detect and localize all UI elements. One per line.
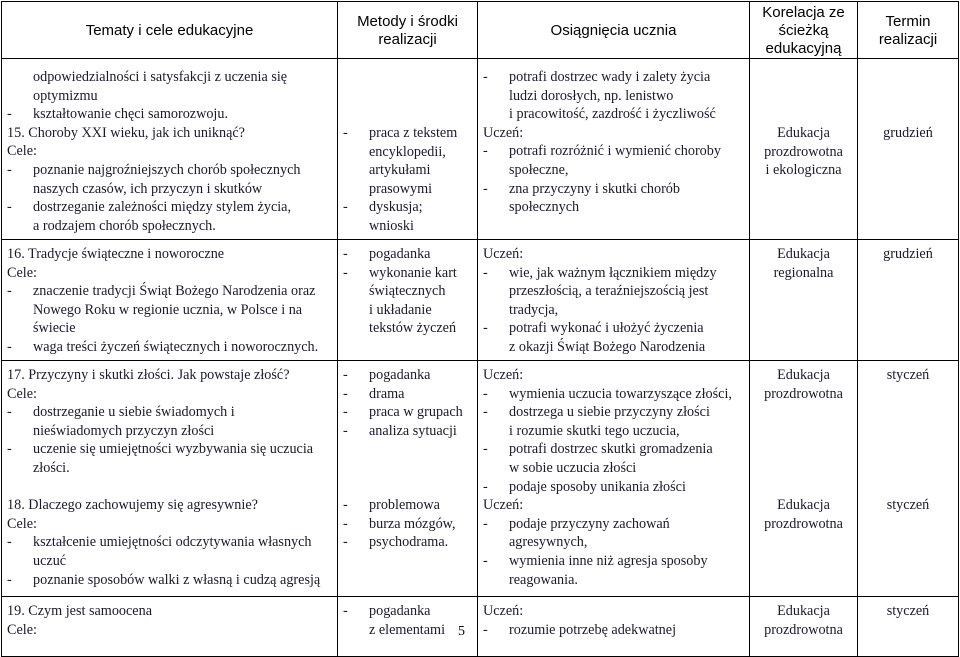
- methods-cell: - praca z tekstem encyklopedii, artykułami prasowymi - dyskusja; wnioski: [338, 59, 478, 240]
- methods-cell: - pogadanka z elementami: [338, 597, 478, 657]
- table-row: [2, 361, 959, 597]
- topic-cell: 19. Czym jest samoocena Cele:: [2, 597, 338, 657]
- term-cell: styczeń: [858, 597, 959, 657]
- table-row: [2, 240, 959, 361]
- header-term: Termin realizacji: [858, 2, 959, 59]
- term-cell: grudzień: [858, 59, 959, 240]
- table-row: [2, 59, 959, 240]
- topic-cell: odpowiedzialności i satysfakcji z uczenia się optymizmu - kształtowanie chęci samorozwoju. 15. Choroby XXI wieku, jak ich uniknąć? Cele: - poznanie najgroźniejszych chorób społecznych naszych czasów, ich przyczyn i skutków - dostrzeganie zależności między stylem życia, a rodzajem chorób społecznych.: [2, 59, 338, 240]
- achievements-cell: Uczeń: - wie, jak ważnym łącznikiem między przeszłością, a teraźniejszością jest tradycja, - potrafi wykonać i ułożyć życzenia z okazji Świąt Bożego Narodzenia: [478, 240, 750, 361]
- page-number: 5: [458, 624, 465, 639]
- header-row: [2, 2, 959, 59]
- correlation-cell: Edukacja regionalna: [750, 240, 858, 361]
- header-correlation: Korelacja ze ścieżką edukacyjną: [750, 2, 858, 59]
- header-methods: Metody i środki realizacji: [338, 2, 478, 59]
- achievements-cell: - potrafi dostrzec wady i zalety życia ludzi dorosłych, np. lenistwo i pracowitość, zazdrość i życzliwość Uczeń: - potrafi rozróżnić i wymienić choroby społeczne, - zna przyczyny i skutki chorób społecznych: [478, 59, 750, 240]
- correlation-cell: Edukacja prozdrowotna Edukacja prozdrowotna: [750, 361, 858, 597]
- table-row: [2, 597, 959, 657]
- methods-cell: - pogadanka - wykonanie kart świątecznych i układanie tekstów życzeń: [338, 240, 478, 361]
- topic-cell: 17. Przyczyny i skutki złości. Jak powstaje złość? Cele: - dostrzeganie u siebie świadomych i nieświadomych przyczyn złości - uczenie się umiejętności wyzbywania się uczucia złości. 18. Dlaczego zachowujemy się agresywnie? Cele: - kształcenie umiejętności odczytywania własnych uczuć - poznanie sposobów walki z własną i cudzą agresją: [2, 361, 338, 597]
- achievements-cell: Uczeń: - wymienia uczucia towarzyszące złości, - dostrzega u siebie przyczyny złości i rozumie skutki tego uczucia, - potrafi dostrzec skutki gromadzenia w sobie uczucia złości - podaje sposoby unikania złości Uczeń: - podaje przyczyny zachowań agresywnych, - wymienia inne niż agresja sposoby reagowania.: [478, 361, 750, 597]
- methods-cell: - pogadanka - drama - praca w grupach - analiza sytuacji - problemowa - burza mózgów, - psychodrama.: [338, 361, 478, 597]
- topic-cell: 16. Tradycje świąteczne i noworoczne Cele: - znaczenie tradycji Świąt Bożego Narodzenia oraz Nowego Roku w regionie ucznia, w Polsce i na świecie - waga treści życzeń świątecznych i noworocznych.: [2, 240, 338, 361]
- term-cell: grudzień: [858, 240, 959, 361]
- achievements-cell: Uczeń: - rozumie potrzebę adekwatnej: [478, 597, 750, 657]
- curriculum-table: [1, 1, 959, 657]
- header-achievements: Osiągnięcia ucznia: [478, 2, 750, 59]
- correlation-cell: Edukacja prozdrowotna: [750, 597, 858, 657]
- term-cell: styczeń styczeń: [858, 361, 959, 597]
- header-topics: Tematy i cele edukacyjne: [2, 2, 338, 59]
- correlation-cell: Edukacja prozdrowotna i ekologiczna: [750, 59, 858, 240]
